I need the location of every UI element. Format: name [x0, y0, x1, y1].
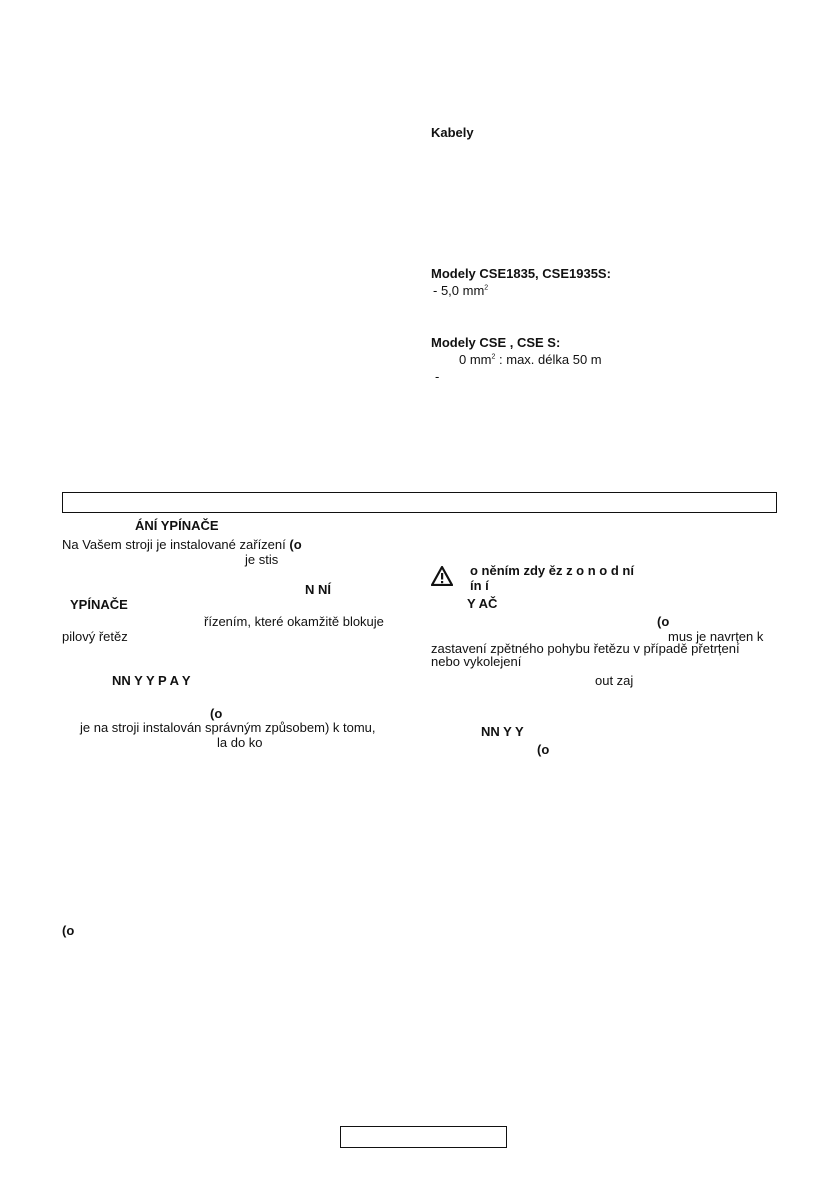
- nn-heading-right: NN Y Y: [481, 724, 524, 739]
- chain-brake-text-2: zastavení zpětného pohybu řetězu v případě přetrțení: [431, 641, 740, 656]
- nn-text-1: je na stroji instalován správným způsobem) k tomu,: [80, 720, 376, 735]
- page-number-box: [340, 1126, 507, 1148]
- sub-heading-right: N NÍ: [305, 582, 331, 597]
- warning-line-2: ín í: [470, 578, 489, 593]
- bottom-o: (o: [62, 923, 75, 938]
- sub-heading-left: YPÍNAČE: [70, 597, 128, 612]
- models-b-heading: Modely CSE , CSE S:: [431, 335, 561, 350]
- chain-brake-o: (o: [657, 614, 670, 629]
- device-text-1: řízením, které okamžitě blokuje: [204, 614, 384, 629]
- models-b-dash: -: [435, 369, 440, 384]
- chain-brake-text-1: mus je navrțen k: [668, 629, 764, 644]
- intro-text: Na Vašem stroji je instalované zařízení (o: [62, 537, 302, 552]
- nn-text-2: la do ko: [217, 735, 263, 750]
- warning-line-1: o něním zdy ěz z o n o d ní: [470, 563, 634, 578]
- models-a-heading: Modely CSE1835, CSE1935S:: [431, 266, 611, 281]
- models-b-line: 0 $mm^2$ : max. délka 50 m: [459, 352, 602, 367]
- section-title-box: [62, 492, 777, 513]
- nn-o-left: (o: [210, 706, 223, 721]
- chain-brake-text-4: out zaj: [595, 673, 634, 688]
- section-heading: ÁNÍ YPÍNAČE: [135, 518, 219, 533]
- intro-text-2: je stis: [245, 552, 279, 567]
- nn-o-right: (o: [537, 742, 550, 757]
- cables-heading: Kabely: [431, 125, 474, 140]
- models-a-line: - 5,0 $mm^2$: [433, 283, 489, 298]
- warning-triangle-icon: [431, 566, 453, 586]
- chain-brake-heading: Y AČ: [467, 596, 498, 611]
- device-text-2: pilový řetěz: [62, 629, 128, 644]
- chain-brake-text-3: nebo vykolejení: [431, 654, 522, 669]
- nn-heading-left: NN Y Y P A Y: [112, 673, 191, 688]
